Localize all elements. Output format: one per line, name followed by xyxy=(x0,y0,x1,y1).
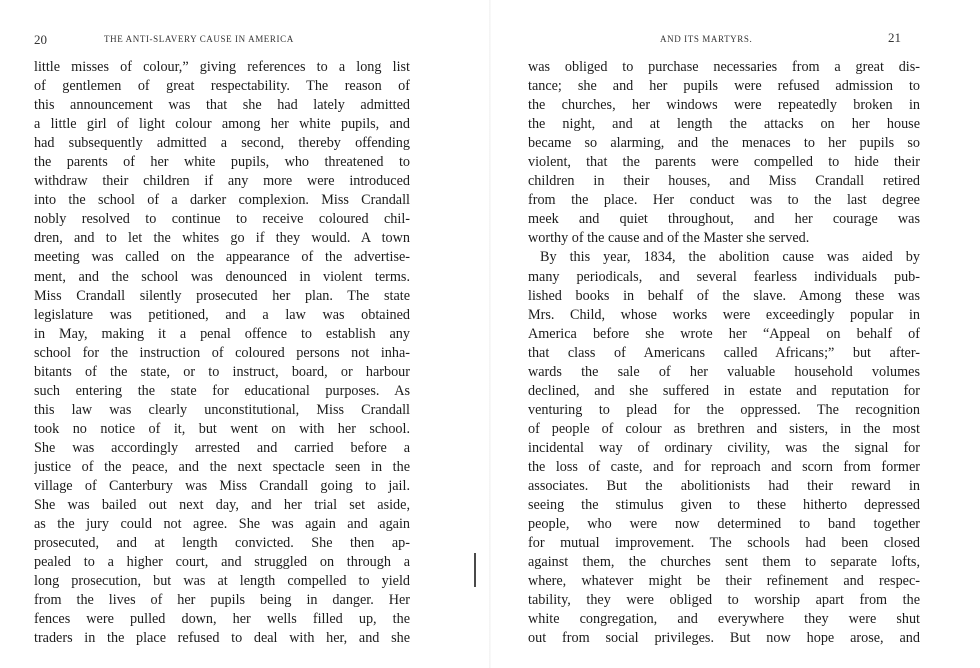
text-line: of people of colour as brethren and sisters, in the most xyxy=(528,420,920,437)
text-line: prosecuted, and at length convicted. She then ap- xyxy=(34,535,410,552)
text-line: became so alarming, and the menaces to her pupils so xyxy=(528,135,920,152)
margin-pencil-mark xyxy=(474,553,476,587)
text-line: legislature was petitioned, and a law was obtained xyxy=(34,306,410,323)
text-line: Mrs. Child, whose works were exceedingly popular in xyxy=(528,306,920,323)
text-line: violent, that the parents were compelled to hide their xyxy=(528,154,920,171)
text-line: wards the sale of her valuable household volumes xyxy=(528,363,920,380)
right-running-head: AND ITS MARTYRS. xyxy=(660,34,753,44)
text-line: as the jury could not agree. She was again and again xyxy=(34,516,410,533)
text-line: declined, and she suffered in estate and reputation for xyxy=(528,382,920,399)
text-line: the churches, her windows were repeatedly broken in xyxy=(528,97,920,114)
text-line: fences were pulled down, her wells filled up, the xyxy=(34,611,410,628)
text-line: in May, making it a penal offence to establish any xyxy=(34,325,410,342)
text-line: white congregation, and everywhere they were shut xyxy=(528,611,920,628)
text-line: was obliged to purchase necessaries from a great dis- xyxy=(528,59,920,75)
text-line: ment, and the school was denounced in violent terms. xyxy=(34,268,410,285)
text-line: dren, and to let the whites go if they would. A town xyxy=(34,230,410,247)
text-line: children in their houses, and Miss Crandall retired xyxy=(528,173,920,190)
text-line: seeing the stimulus given to these hitherto depressed xyxy=(528,497,920,514)
text-line: meeting was called on the appearance of the advertise- xyxy=(34,249,410,266)
text-line: the parents of her white pupils, who threatened to xyxy=(34,154,410,171)
text-line: such entering the state for educational purposes. As xyxy=(34,382,410,399)
text-line: out from social privileges. But now hope arose, and xyxy=(528,630,920,647)
right-page xyxy=(490,0,980,668)
text-line: She was bailed out next day, and her trial set aside, xyxy=(34,497,410,514)
text-line: incidental way of ordinary civility, was the signal for xyxy=(528,439,920,456)
text-line: of gentlemen of great respectability. The reason of xyxy=(34,78,410,95)
text-line: meek and quiet throughout, and her courage was xyxy=(528,211,920,228)
text-line: people, who were now determined to band together xyxy=(528,516,920,533)
text-line: that class of Americans called Africans;” but after- xyxy=(528,344,920,361)
left-page-text xyxy=(34,58,410,648)
text-line: where, whatever might be their refinement and respec- xyxy=(528,573,920,590)
text-line: justice of the peace, and the next spectacle seen in the xyxy=(34,458,410,475)
text-line: village of Canterbury was Miss Crandall going to jail. xyxy=(34,478,410,495)
text-line: lished books in behalf of the slave. Among these was xyxy=(528,287,920,304)
left-page-number: 20 xyxy=(34,32,47,47)
text-line: from the place. Her conduct was to the last degree xyxy=(528,192,920,209)
text-line: withdraw their children if any more were introduced xyxy=(34,173,410,190)
text-line: traders in the place refused to deal with her, and she xyxy=(34,630,410,647)
text-line: associates. But the abolitionists had their reward in xyxy=(528,478,920,495)
text-line: America before she wrote her “Appeal on behalf of xyxy=(528,325,920,342)
text-line: nobly resolved to continue to receive coloured chil- xyxy=(34,211,410,228)
text-line: long prosecution, but was at length compelled to yield xyxy=(34,573,410,590)
text-line: school for the instruction of coloured persons not inha- xyxy=(34,344,410,361)
text-line: took no notice of it, but went on with her school. xyxy=(34,420,410,437)
right-page-text xyxy=(528,58,920,648)
text-line: little misses of colour,” giving references to a long list xyxy=(34,59,410,75)
text-line: tance; she and her pupils were refused admission to xyxy=(528,78,920,95)
text-line: had subsequently admitted a second, thereby offending xyxy=(34,135,410,152)
left-running-head: THE ANTI-SLAVERY CAUSE IN AMERICA xyxy=(104,34,294,44)
text-line: tability, they were obliged to worship apart from the xyxy=(528,592,920,609)
text-line: this law was clearly unconstitutional, Miss Crandall xyxy=(34,401,410,418)
text-line: from the lives of her pupils being in danger. Her xyxy=(34,592,410,609)
text-line: bitants of the state, or to instruct, board, or harbour xyxy=(34,363,410,380)
text-line: many periodicals, and several fearless individuals pub- xyxy=(528,268,920,285)
text-line: this announcement was that she had lately admitted xyxy=(34,97,410,114)
text-line: By this year, 1834, the abolition cause was aided by xyxy=(540,249,920,266)
text-line: pealed to a higher court, and struggled on through a xyxy=(34,554,410,571)
text-line: against them, the churches sent them to separate lofts, xyxy=(528,554,920,571)
text-line: the loss of caste, and for reproach and scorn from former xyxy=(528,458,920,475)
text-line: worthy of the cause and of the Master she served. xyxy=(528,230,810,247)
text-line: for mutual improvement. The schools had been closed xyxy=(528,535,920,552)
text-line: Miss Crandall silently prosecuted her plan. The state xyxy=(34,287,410,304)
text-line: into the school of a darker complexion. Miss Crandall xyxy=(34,192,410,209)
text-line: She was accordingly arrested and carried before a xyxy=(34,439,410,456)
text-line: venturing to plead for the oppressed. The recognition xyxy=(528,401,920,418)
right-page-number: 21 xyxy=(888,30,901,45)
text-line: a little girl of light colour among her white pupils, and xyxy=(34,116,410,133)
text-line: the night, and at length the attacks on her house xyxy=(528,116,920,133)
